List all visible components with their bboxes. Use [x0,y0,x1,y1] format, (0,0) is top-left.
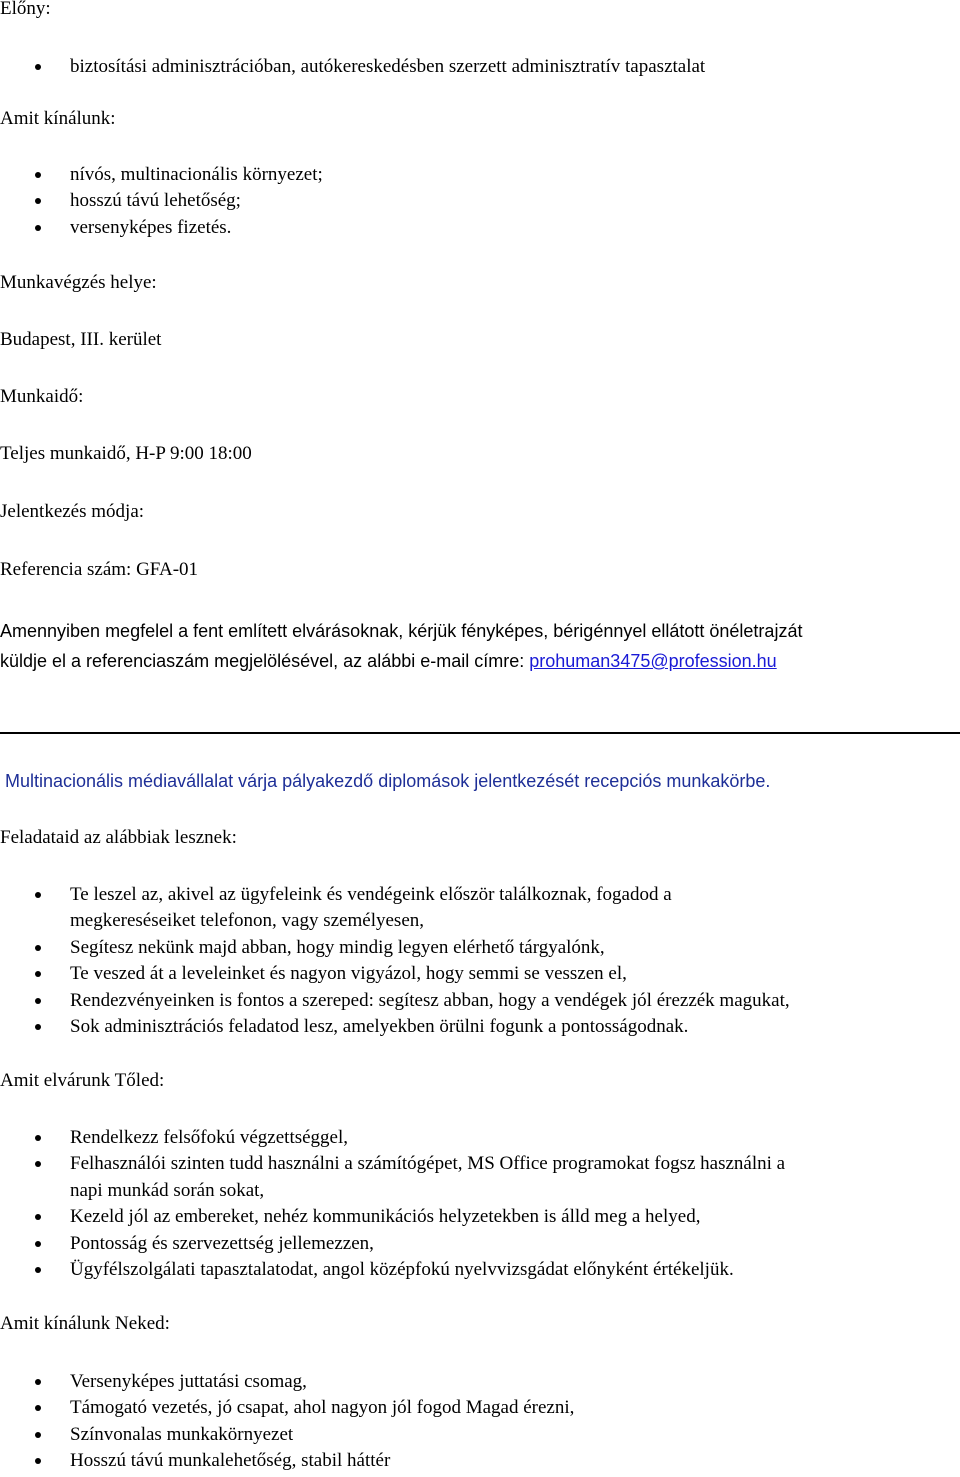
list-item: hosszú távú lehetőség; [0,188,323,214]
heading-munkaido: Munkaidő: [0,386,84,407]
list-item: Felhasználói szinten tudd használni a számítógépet, MS Office programokat fogsz használni a napi munkád során sokat, [0,1151,785,1204]
bullet-icon [35,1405,41,1411]
bullet-icon [35,1241,41,1247]
list-item: nívós, multinacionális környezet; [0,162,323,188]
elony-list [0,54,705,80]
list-item: Hosszú távú munkalehetőség, stabil háttér [0,1448,574,1474]
list-item: Ügyfélszolgálati tapasztalatodat, angol középfokú nyelvvizsgádat előnyként értékeljük. [0,1257,785,1283]
application-text-line1: Amennyiben megfelel a fent említett elvárásoknak, kérjük fényképes, bérigénnyel ellátott önéletrajzát [0,621,803,641]
bullet-icon [35,1024,41,1030]
job-title: Multinacionális médiavállalat várja pályakezdő diplomások jelentkezését recepciós munkakörbe. [5,771,771,791]
reference-number: Referencia szám: GFA-01 [0,559,199,580]
bullet-icon [35,1161,41,1167]
list-item: Kezeld jól az embereket, nehéz kommunikációs helyzetekben is álld meg a helyed, [0,1204,785,1230]
list-item: Sok adminisztrációs feladatod lesz, amelyekben örülni fogunk a pontosságodnak. [0,1014,790,1040]
bullet-icon [35,945,41,951]
bullet-icon [35,1432,41,1438]
list-item: Pontosság és szervezettség jellemezzen, [0,1231,785,1257]
heading-feladataid: Feladataid az alábbiak lesznek: [0,827,237,848]
separator-line [0,732,960,734]
list-item: Rendelkezz felsőfokú végzettséggel, [0,1125,785,1151]
list-item: Versenyképes juttatási csomag, [0,1369,574,1395]
work-location: Budapest, III. kerület [0,329,162,350]
application-text-line2: küldje el a referenciaszám megjelölésével, az alábbi e-mail címre: prohuman3475@profession.hu [0,651,777,671]
bullet-icon [35,1267,41,1273]
heading-kinalunk-neked: Amit kínálunk Neked: [0,1313,170,1334]
list-item: Támogató vezetés, jó csapat, ahol nagyon jól fogod Magad érezni, [0,1395,574,1421]
requirements-list [0,1125,785,1283]
kinalunk-list [0,162,323,241]
bullet-icon [35,892,41,898]
bullet-icon [35,1214,41,1220]
working-hours: Teljes munkaidő, H-P 9:00 18:00 [0,443,252,464]
list-item: Rendezvényeinken is fontos a szereped: segítesz abban, hogy a vendégek jól érezzék magukat, [0,988,790,1014]
bullet-icon [35,225,41,231]
bullet-icon [35,1458,41,1464]
bullet-icon [35,1135,41,1141]
list-item: biztosítási adminisztrációban, autókereskedésben szerzett adminisztratív tapasztalat [0,54,705,80]
list-item: versenyképes fizetés. [0,215,323,241]
bullet-icon [35,998,41,1004]
list-item: Színvonalas munkakörnyezet [0,1422,574,1448]
bullet-icon [35,1379,41,1385]
list-item: Te leszel az, akivel az ügyfeleink és vendégeink először találkoznak, fogadod a megkereséseiket telefonon, vagy személyesen, [0,882,790,935]
heading-munkavegzes-helye: Munkavégzés helye: [0,272,157,293]
offers-list [0,1369,574,1475]
list-item: Segítesz nekünk majd abban, hogy mindig legyen elérhető tárgyalónk, [0,935,790,961]
heading-jelentkezes-modja: Jelentkezés módja: [0,501,145,522]
list-item: Te veszed át a leveleinket és nagyon vigyázol, hogy semmi se vesszen el, [0,961,790,987]
heading-elony: Előny: [0,0,51,19]
bullet-icon [35,172,41,178]
bullet-icon [35,64,41,70]
bullet-icon [35,971,41,977]
bullet-icon [35,198,41,204]
heading-amit-kinalunk: Amit kínálunk: [0,108,116,129]
heading-elvarunk: Amit elvárunk Tőled: [0,1070,165,1091]
tasks-list [0,882,790,1040]
email-link[interactable]: prohuman3475@profession.hu [529,651,777,671]
